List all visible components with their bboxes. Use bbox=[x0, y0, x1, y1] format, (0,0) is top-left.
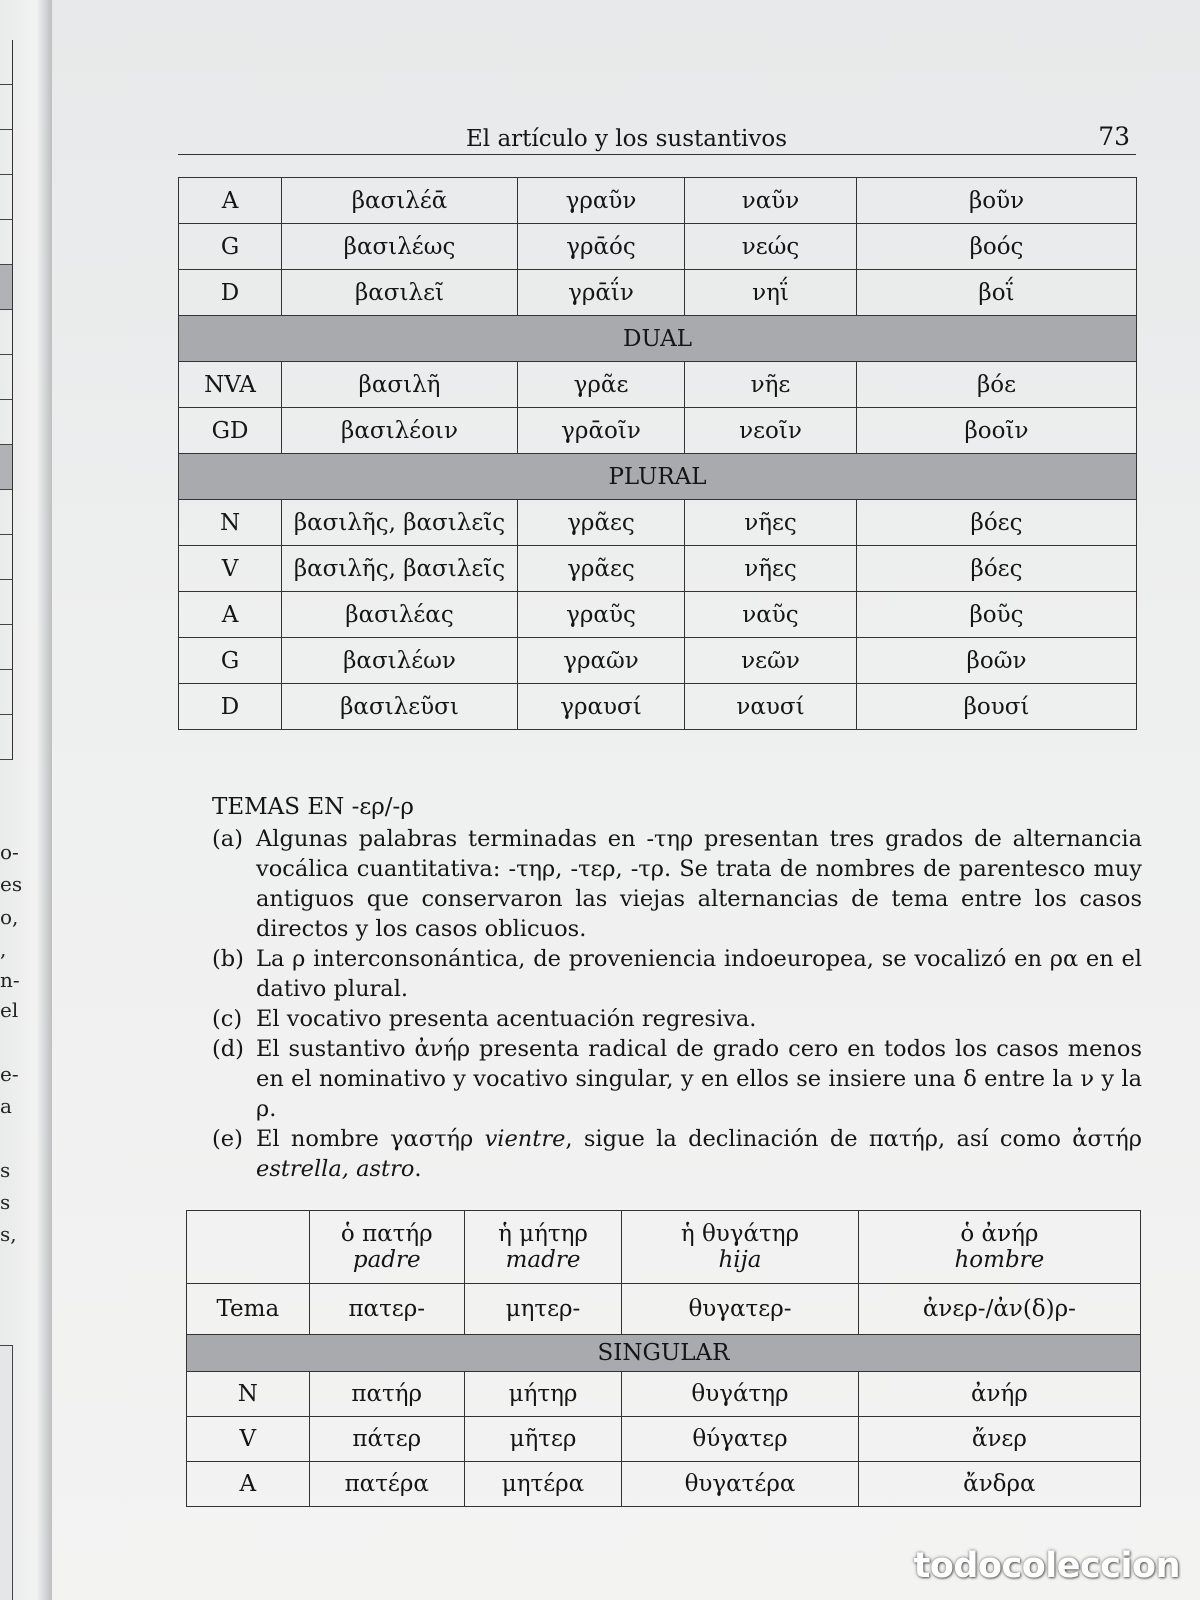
note-d bbox=[212, 1034, 1142, 1124]
case-label: A bbox=[179, 178, 282, 224]
table-row bbox=[179, 546, 1137, 592]
case-label: A bbox=[187, 1462, 310, 1507]
form-cell: νεῶν bbox=[685, 638, 857, 684]
left-page-text-fragment: n- bbox=[0, 968, 20, 992]
form-cell: γρᾱός bbox=[518, 224, 685, 270]
form-cell: βουσί bbox=[857, 684, 1137, 730]
tema-cell: μητερ- bbox=[464, 1284, 621, 1335]
form-cell: βόες bbox=[857, 500, 1137, 546]
form-cell: νεώς bbox=[685, 224, 857, 270]
note-text: El sustantivo ἀνήρ presenta radical de grado cero en todos los casos menos en el nominativo y vocativo singular, y en ellos se insiere una δ entre la ν y la ρ. bbox=[256, 1036, 1142, 1122]
table-row bbox=[179, 638, 1137, 684]
form-cell: γρᾶες bbox=[518, 546, 685, 592]
form-cell: νῆες bbox=[685, 500, 857, 546]
tema-cell: θυγατερ- bbox=[622, 1284, 859, 1335]
form-cell: νῆες bbox=[685, 546, 857, 592]
note-label: (a) bbox=[212, 826, 243, 852]
left-page-text-fragment: o, bbox=[0, 905, 19, 929]
form-cell: βασιλεῦσι bbox=[282, 684, 518, 730]
tema-cell: πατερ- bbox=[309, 1284, 464, 1335]
form-cell: γρᾱοῖν bbox=[518, 408, 685, 454]
band-singular: SINGULAR bbox=[187, 1335, 1141, 1372]
form-cell: ναυσί bbox=[685, 684, 857, 730]
form-cell: νῆε bbox=[685, 362, 857, 408]
form-cell: θυγατέρα bbox=[622, 1462, 859, 1507]
left-page-text-fragment: s, bbox=[0, 1222, 17, 1246]
case-label: V bbox=[179, 546, 282, 592]
form-cell: βοός bbox=[857, 224, 1137, 270]
form-cell: βοοῖν bbox=[857, 408, 1137, 454]
form-cell: βόες bbox=[857, 546, 1137, 592]
form-cell: βόε bbox=[857, 362, 1137, 408]
tema-cell: ἀνερ-/ἀν(δ)ρ- bbox=[858, 1284, 1140, 1335]
note-a bbox=[212, 824, 1142, 944]
form-cell: ἄνδρα bbox=[858, 1462, 1140, 1507]
form-cell: βοῦς bbox=[857, 592, 1137, 638]
header-cell: ὁ ἀνήρ hombre bbox=[858, 1211, 1140, 1284]
table-row bbox=[179, 500, 1137, 546]
band-dual: DUAL bbox=[179, 316, 1137, 362]
form-cell: πάτερ bbox=[309, 1417, 464, 1462]
form-cell: βασιλέᾱ bbox=[282, 178, 518, 224]
case-label: D bbox=[179, 684, 282, 730]
form-cell: βασιλέοιν bbox=[282, 408, 518, 454]
header-empty-cell bbox=[187, 1211, 310, 1284]
table-row bbox=[179, 408, 1137, 454]
form-cell: ναῦν bbox=[685, 178, 857, 224]
case-label: NVA bbox=[179, 362, 282, 408]
form-cell: πατήρ bbox=[309, 1372, 464, 1417]
form-cell: βασιλῆς, βασιλεῖς bbox=[282, 500, 518, 546]
form-cell: βασιλεῖ bbox=[282, 270, 518, 316]
left-page-text-fragment: s bbox=[0, 1190, 11, 1214]
form-cell: μῆτερ bbox=[464, 1417, 621, 1462]
form-cell: γραῦς bbox=[518, 592, 685, 638]
chapter-title: El artículo y los sustantivos bbox=[466, 126, 788, 152]
form-cell: πατέρα bbox=[309, 1462, 464, 1507]
note-text: El nombre γαστήρ vientre, sigue la declinación de πατήρ, así como ἀστήρ estrella, astro. bbox=[256, 1126, 1142, 1182]
book-page bbox=[52, 0, 1200, 1600]
tema-label: Tema bbox=[187, 1284, 310, 1335]
table-row bbox=[179, 178, 1137, 224]
case-label: GD bbox=[179, 408, 282, 454]
case-label: N bbox=[187, 1372, 310, 1417]
form-cell: βοΐ bbox=[857, 270, 1137, 316]
left-page-box-fragment bbox=[0, 1345, 13, 1600]
note-label: (e) bbox=[212, 1126, 243, 1152]
table-row bbox=[179, 224, 1137, 270]
form-cell: βασιλῆ bbox=[282, 362, 518, 408]
note-text: El vocativo presenta acentuación regresiva. bbox=[256, 1006, 757, 1032]
form-cell: βασιλέως bbox=[282, 224, 518, 270]
note-c bbox=[212, 1004, 1142, 1034]
note-label: (b) bbox=[212, 946, 244, 972]
form-cell: μητέρα bbox=[464, 1462, 621, 1507]
left-page-text-fragment: es bbox=[0, 872, 23, 896]
left-page-text-fragment: , bbox=[0, 937, 7, 961]
note-b bbox=[212, 944, 1142, 1004]
form-cell: νεοῖν bbox=[685, 408, 857, 454]
running-header bbox=[178, 118, 1136, 155]
left-page-text-fragment: el bbox=[0, 998, 19, 1022]
form-cell: βασιλέας bbox=[282, 592, 518, 638]
section-title: TEMAS EN -ερ/-ρ bbox=[212, 794, 414, 820]
form-cell: βασιλῆς, βασιλεῖς bbox=[282, 546, 518, 592]
temas-section bbox=[212, 792, 1142, 1184]
left-page-text-fragment: s bbox=[0, 1158, 11, 1182]
case-label: N bbox=[179, 500, 282, 546]
table-row bbox=[179, 592, 1137, 638]
note-text: Algunas palabras terminadas en -τηρ presentan tres grados de alternancia vocálica cuantitativa: -τηρ, -τερ, -τρ. Se trata de nombres de parentesco muy antiguos que conservaron las viejas alternancias de tema entre los casos directos y los casos oblicuos. bbox=[256, 826, 1142, 942]
header-cell: ἡ θυγάτηρ hija bbox=[622, 1211, 859, 1284]
note-e bbox=[212, 1124, 1142, 1184]
table-row bbox=[179, 362, 1137, 408]
band-plural: PLURAL bbox=[179, 454, 1137, 500]
form-cell: βοῶν bbox=[857, 638, 1137, 684]
form-cell: βοῦν bbox=[857, 178, 1137, 224]
form-cell: γραῦν bbox=[518, 178, 685, 224]
watermark-logo: todocoleccion bbox=[913, 1546, 1180, 1586]
table-row bbox=[179, 270, 1137, 316]
header-cell: ἡ μήτηρ madre bbox=[464, 1211, 621, 1284]
form-cell: ἄνερ bbox=[858, 1417, 1140, 1462]
left-page-text-fragment: e- bbox=[0, 1062, 19, 1086]
header-cell: ὁ πατήρ padre bbox=[309, 1211, 464, 1284]
form-cell: βασιλέων bbox=[282, 638, 518, 684]
declension-table-pater bbox=[186, 1210, 1141, 1507]
left-page-text-fragment: o- bbox=[0, 840, 19, 864]
note-text: La ρ interconsonántica, de proveniencia indoeuropea, se vocalizó en ρα en el dativo plural. bbox=[256, 946, 1142, 1002]
page-number: 73 bbox=[1098, 122, 1130, 151]
note-label: (c) bbox=[212, 1006, 243, 1032]
case-label: G bbox=[179, 224, 282, 270]
table-row bbox=[179, 684, 1137, 730]
form-cell: γραυσί bbox=[518, 684, 685, 730]
form-cell: γρᾶε bbox=[518, 362, 685, 408]
left-page-table-fragment bbox=[0, 40, 13, 760]
form-cell: μήτηρ bbox=[464, 1372, 621, 1417]
form-cell: γρᾱΐν bbox=[518, 270, 685, 316]
left-page-edge bbox=[0, 0, 52, 1600]
form-cell: ἀνήρ bbox=[858, 1372, 1140, 1417]
left-page-text-fragment: a bbox=[0, 1094, 12, 1118]
form-cell: νηΐ bbox=[685, 270, 857, 316]
form-cell: θύγατερ bbox=[622, 1417, 859, 1462]
form-cell: γραῶν bbox=[518, 638, 685, 684]
case-label: D bbox=[179, 270, 282, 316]
case-label: A bbox=[179, 592, 282, 638]
note-label: (d) bbox=[212, 1036, 244, 1062]
form-cell: θυγάτηρ bbox=[622, 1372, 859, 1417]
declension-table-basileus bbox=[178, 177, 1137, 730]
form-cell: γρᾶες bbox=[518, 500, 685, 546]
form-cell: ναῦς bbox=[685, 592, 857, 638]
case-label: G bbox=[179, 638, 282, 684]
case-label: V bbox=[187, 1417, 310, 1462]
